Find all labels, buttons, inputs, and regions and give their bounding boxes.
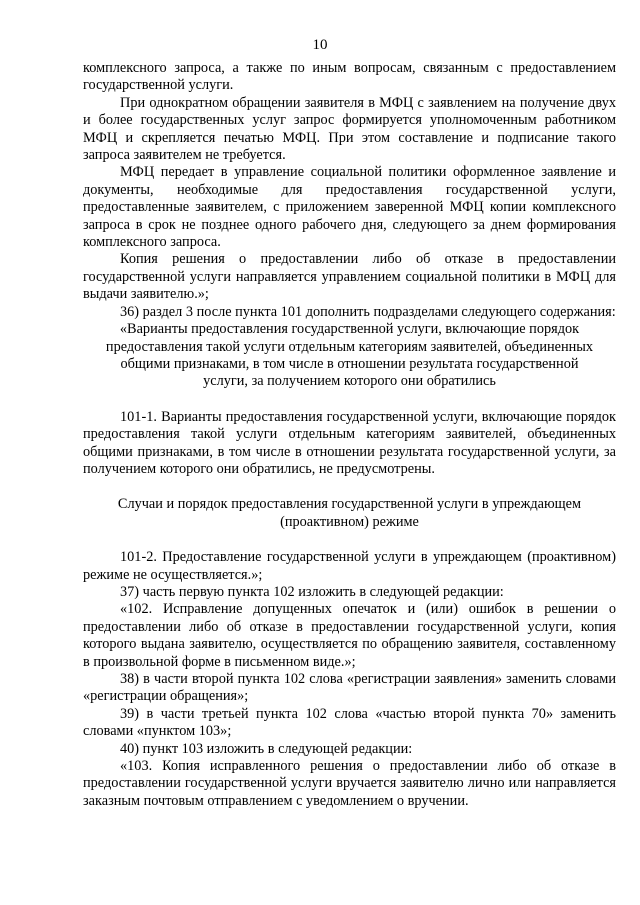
paragraph: «103. Копия исправленного решения о предоставлении либо об отказе в предоставлении государственной услуги вручается заявителю лично или направляется заказным почтовым отправлением с уведомлением о вручении. [83, 758, 616, 809]
subsection-heading: «Варианты предоставления государственной услуги, включающие порядок предоставления такой услуги отдельным категориям заявителей, объединенных общими признаками, в том числе в отношении результата государственной услуги, за получением которого они обратились [105, 321, 594, 390]
spacer [83, 531, 616, 549]
paragraph: МФЦ передает в управление социальной политики оформленное заявление и документы, необходимые для предоставления государственной услуги, предоставленные заявителем, с приложением заверенной МФЦ копии комплексного запроса в срок не позднее одного рабочего дня, следующего за днем формирования комплексного запроса. [83, 164, 616, 251]
paragraph: Копия решения о предоставлении либо об отказе в предоставлении государственной услуги направляется управлением социальной политики в МФЦ для выдачи заявителю.»; [83, 251, 616, 303]
amendment-item: 39) в части третьей пункта 102 слова «частью второй пункта 70» заменить словами «пунктом 103»; [83, 705, 616, 740]
paragraph: комплексного запроса, а также по иным вопросам, связанным с предоставлением государственной услуги. [83, 60, 616, 94]
subsection-heading: Случаи и порядок предоставления государственной услуги в упреждающем (проактивном) режиме [117, 496, 582, 530]
paragraph: 101-2. Предоставление государственной услуги в упреждающем (проактивном) режиме не осуществляется.»; [83, 549, 616, 583]
paragraph: «102. Исправление допущенных опечаток и (или) ошибок в решении о предоставлении либо об отказе в предоставлении государственной услуги, копия которого выдана заявителю, осуществляется по обращению заявителя, составленному в произвольной форме в письменном виде.»; [83, 601, 616, 670]
page-number: 10 [312, 37, 328, 53]
amendment-item: 38) в части второй пункта 102 слова «регистрации заявления» заменить словами «регистрации обращения»; [83, 671, 616, 705]
spacer [83, 391, 616, 409]
amendment-item: 37) часть первую пункта 102 изложить в следующей редакции: [120, 583, 504, 600]
paragraph: При однократном обращении заявителя в МФЦ с заявлением на получение двух и более государственных услуг запрос формируется уполномоченным работником МФЦ и скрепляется печатью МФЦ. При этом составление и подписание такого запроса заявителем не требуется. [83, 94, 616, 164]
paragraph: 101-1. Варианты предоставления государственной услуги, включающие порядок предоставления такой услуги отдельным категориям заявителей, объединенных общими признаками, в том числе в отношении результата государственной услуги, за получением которого они обратились, не предусмотрены. [83, 408, 616, 477]
amendment-item: 40) пункт 103 изложить в следующей редакции: [120, 740, 413, 757]
document-body [83, 60, 616, 810]
spacer [83, 478, 616, 496]
amendment-item: 36) раздел 3 после пункта 101 дополнить подразделами следующего содержания: [120, 303, 616, 320]
